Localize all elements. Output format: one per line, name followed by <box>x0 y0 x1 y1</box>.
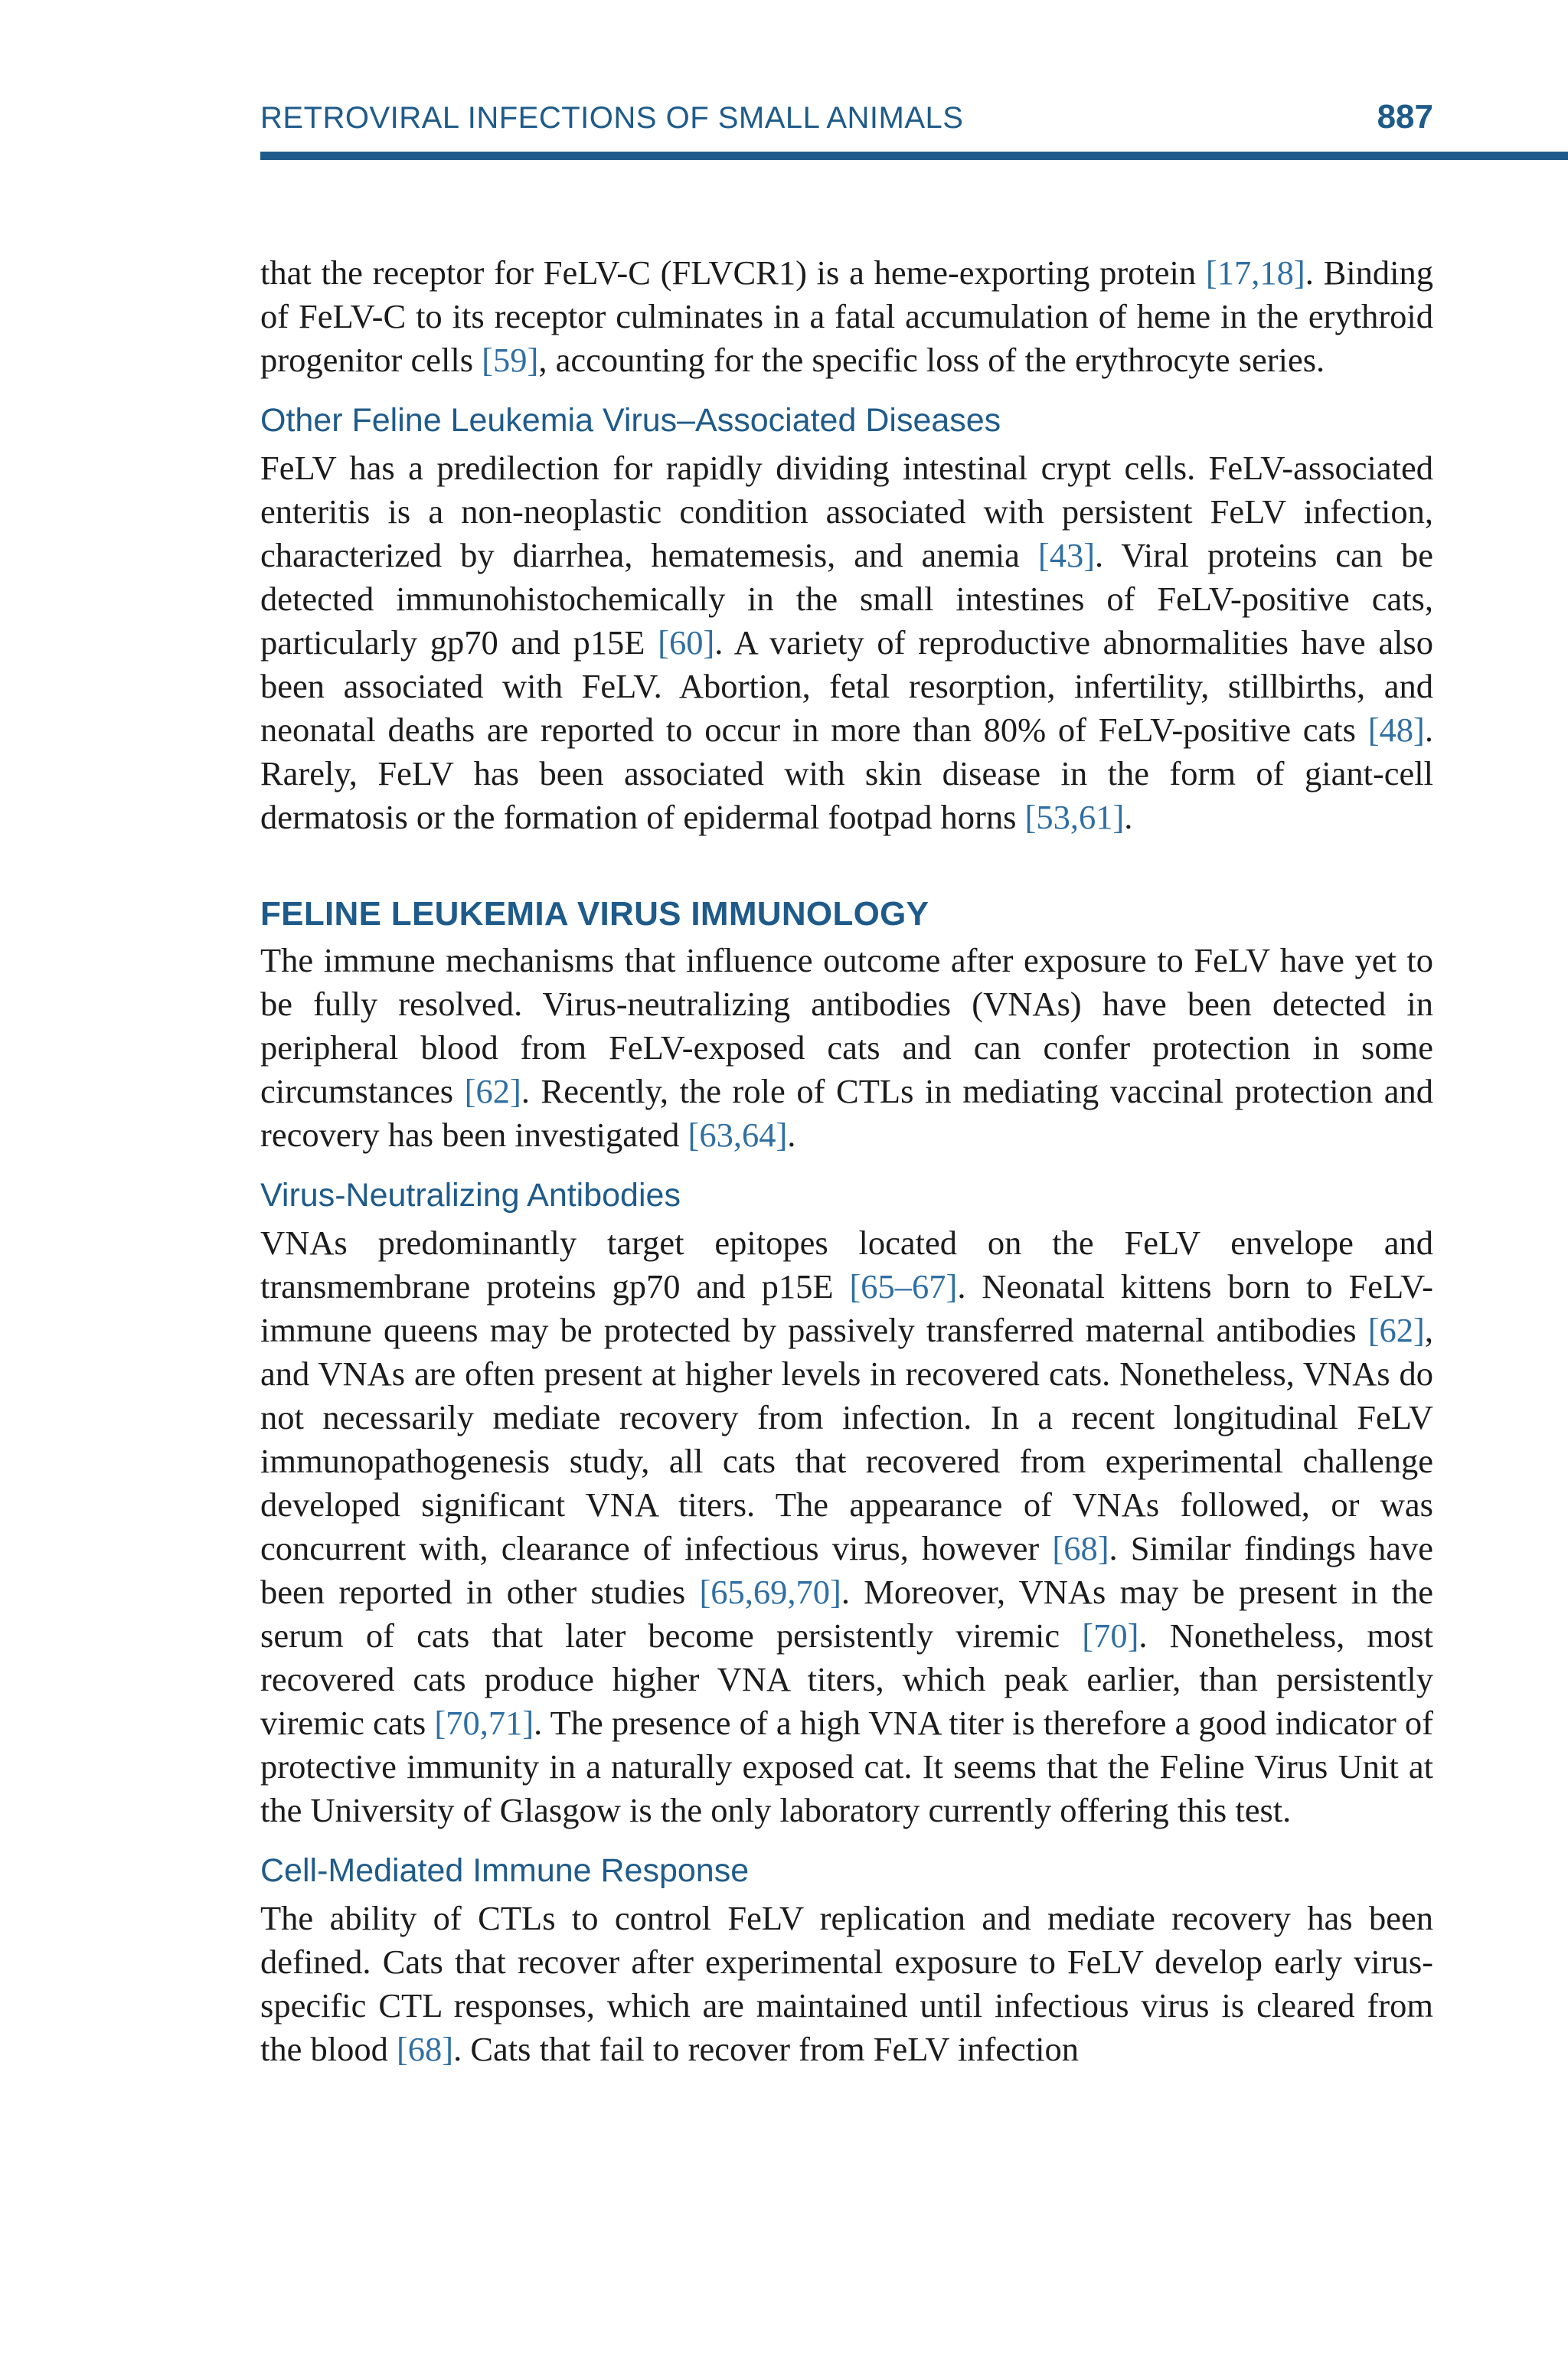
text-run: The immune mechanisms that influence outcome after exposure to FeLV have yet to be fully resolved. Virus-neutralizing antibodies (VNAs) have been detected in peripheral blood from FeLV-exposed cats and can confer protection in some circumstances <box>260 941 1433 1110</box>
text-run: , and VNAs are often present at higher levels in recovered cats. Nonetheless, VNAs do not necessarily mediate recovery from infection. In a recent longitudinal FeLV immunopathogenesis study, all cats that recovered from experimental challenge developed significant VNA titers. The appearance of VNAs followed, or was concurrent with, clearance of infectious virus, however <box>260 1311 1433 1567</box>
paragraph-immunology <box>260 939 1433 1157</box>
text-run: . Moreover, VNAs may be present in the serum of cats that later become persistently viremic <box>260 1573 1433 1655</box>
text-run: . Rarely, FeLV has been associated with skin disease in the form of giant-cell dermatosis or the formation of epidermal footpad horns <box>260 711 1433 836</box>
text-run: . The presence of a high VNA titer is therefore a good indicator of protective immunity in a naturally exposed cat. It seems that the Feline Virus Unit at the University of Glasgow is the only laboratory currently offering this test. <box>260 1704 1433 1829</box>
citation-link[interactable]: [17,18] <box>1205 253 1305 292</box>
text-run: FeLV has a predilection for rapidly dividing intestinal crypt cells. FeLV-associated enteritis is a non-neoplastic condition associated with persistent FeLV infection, characterized by diarrhea, hematemesis, and anemia <box>260 449 1433 574</box>
text-run: . Similar findings have been reported in other studies <box>260 1529 1433 1611</box>
citation-link[interactable]: [60] <box>658 623 715 662</box>
text-run: . A variety of reproductive abnormalities have also been associated with FeLV. Abortion, fetal resorption, infertility, stillbirths, and neonatal deaths are reported to occur in more than 80% of FeLV-positive cats <box>260 623 1434 749</box>
citation-link[interactable]: [43] <box>1037 536 1096 574</box>
running-title: RETROVIRAL INFECTIONS OF SMALL ANIMALS <box>260 101 964 135</box>
text-run: , accounting for the specific loss of the erythrocyte series. <box>538 341 1325 379</box>
citation-link[interactable]: [70] <box>1082 1616 1139 1655</box>
header-rule <box>260 152 1568 160</box>
citation-link[interactable]: [48] <box>1367 711 1425 749</box>
paragraph-vna <box>260 1221 1433 1832</box>
paragraph-other-diseases <box>260 446 1433 839</box>
text-run: that the receptor for FeLV-C (FLVCR1) is a heme-exporting protein <box>260 253 1206 292</box>
text-run: . <box>787 1116 796 1154</box>
paragraph-receptor <box>260 251 1433 382</box>
text-run: . Neonatal kittens born to FeLV-immune queens may be protected by passively transferred maternal antibodies <box>260 1267 1433 1349</box>
text-run: VNAs predominantly target epitopes located on the FeLV envelope and transmembrane proteins gp70 and p15E <box>260 1224 1433 1306</box>
citation-link[interactable]: [65,69,70] <box>699 1573 841 1611</box>
text-run: . <box>1124 798 1133 836</box>
section-heading-other-diseases: Other Feline Leukemia Virus–Associated Diseases <box>260 402 1001 439</box>
article-body <box>260 251 1433 2071</box>
page-number: 887 <box>1377 98 1433 136</box>
citation-link[interactable]: [53,61] <box>1024 798 1125 836</box>
citation-link[interactable]: [70,71] <box>434 1704 534 1742</box>
text-run: . Nonetheless, most recovered cats produce higher VNA titers, which peak earlier, than persistently viremic cats <box>260 1616 1433 1742</box>
section-heading-cell-mediated: Cell-Mediated Immune Response <box>260 1852 750 1889</box>
citation-link[interactable]: [62] <box>464 1072 521 1110</box>
running-head <box>260 98 1433 144</box>
text-run: . Viral proteins can be detected immunohistochemically in the small intestines of FeLV-positive cats, particularly gp70 and p15E <box>260 536 1433 662</box>
citation-link[interactable]: [65–67] <box>849 1267 958 1306</box>
text-run: The ability of CTLs to control FeLV replication and mediate recovery has been defined. Cats that recover after experimental exposure to FeLV develop early virus-specific CTL responses, which are maintained until infectious virus is cleared from the blood <box>260 1899 1433 2068</box>
citation-link[interactable]: [68] <box>1052 1529 1109 1567</box>
text-run: . Binding of FeLV-C to its receptor culminates in a fatal accumulation of heme in the erythroid progenitor cells <box>260 253 1433 379</box>
citation-link[interactable]: [59] <box>482 341 539 379</box>
paragraph-cell-mediated <box>260 1897 1433 2071</box>
text-run: . Cats that fail to recover from FeLV infection <box>453 2030 1079 2068</box>
text-run: . Recently, the role of CTLs in mediating vaccinal protection and recovery has been investigated <box>260 1072 1433 1154</box>
section-heading-vna: Virus-Neutralizing Antibodies <box>260 1177 681 1214</box>
citation-link[interactable]: [62] <box>1367 1311 1425 1349</box>
citation-link[interactable]: [68] <box>396 2030 454 2068</box>
citation-link[interactable]: [63,64] <box>688 1116 788 1154</box>
section-heading-immunology: FELINE LEUKEMIA VIRUS IMMUNOLOGY <box>260 895 929 933</box>
